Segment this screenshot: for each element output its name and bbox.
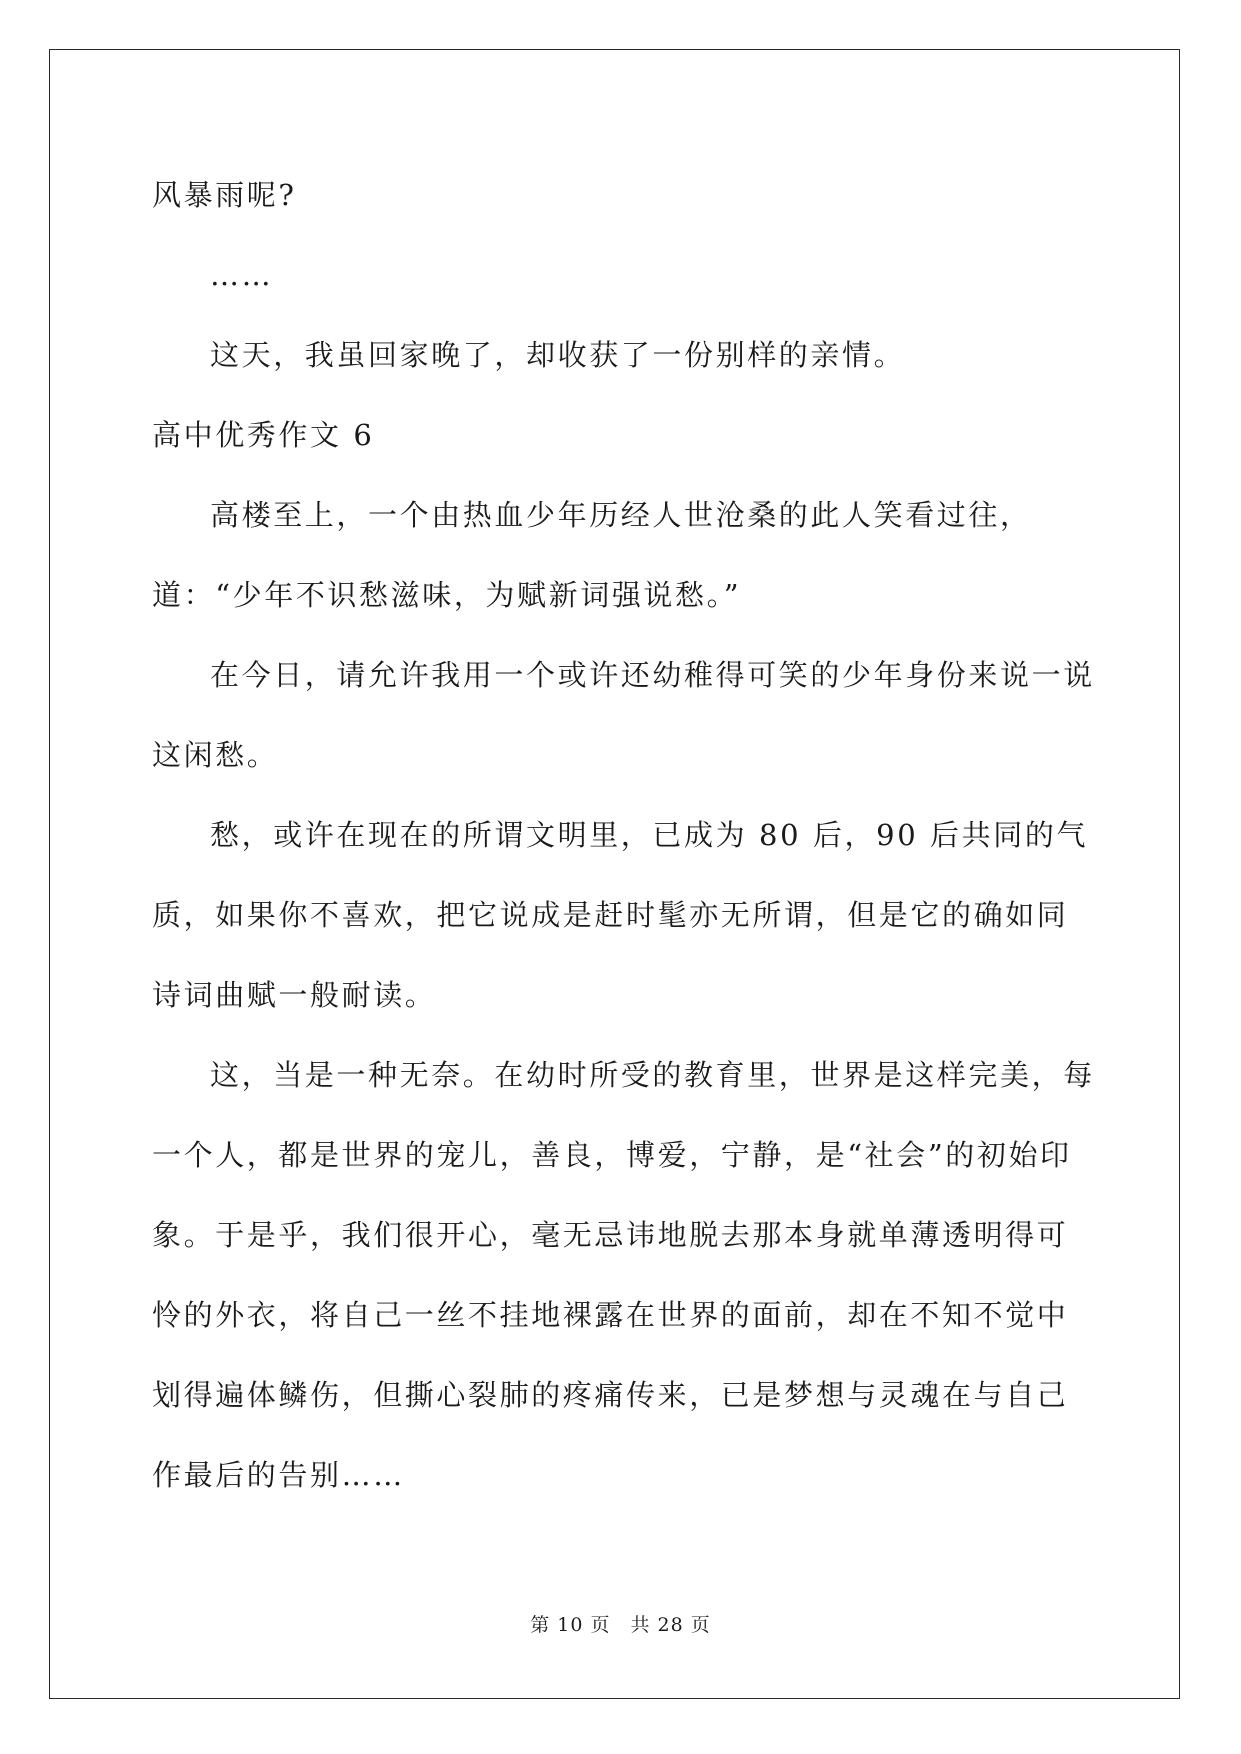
page-footer: [0, 1610, 1241, 1637]
section-heading: 高中优秀作文 6: [152, 418, 375, 452]
paragraph: 在今日，请允许我用一个或许还幼稚得可笑的少年身份来说一说这闲愁。: [152, 658, 1095, 772]
document-body: [152, 155, 1097, 1515]
paragraph: 这天，我虽回家晚了，却收获了一份别样的亲情。: [210, 338, 906, 372]
page-number: 第 10 页: [530, 1614, 611, 1636]
paragraph: 这，当是一种无奈。在幼时所受的教育里，世界是这样完美，每一个人，都是世界的宠儿，善良，博爱，宁静，是“社会”的初始印象。于是乎，我们很开心，毫无忌讳地脱去那本身就单薄透明得可怜的外衣，将自己一丝不挂地裸露在世界的面前，却在不知不觉中划得遍体鳞伤，但撕心裂肺的疼痛传来，已是梦想与灵魂在与自己作最后的告别……: [152, 1058, 1095, 1492]
page-total: 共 28 页: [630, 1614, 711, 1636]
paragraph: ……: [210, 258, 274, 292]
paragraph: 风暴雨呢?: [152, 178, 297, 212]
paragraph: 愁，或许在现在的所谓文明里，已成为 80 后，90 后共同的气质，如果你不喜欢，把它说成是赶时髦亦无所谓，但是它的确如同诗词曲赋一般耐读。: [152, 818, 1089, 1012]
paragraph: 高楼至上，一个由热血少年历经人世沧桑的此人笑看过往，道：“少年不识愁滋味，为赋新词强说愁。”: [152, 498, 1032, 612]
